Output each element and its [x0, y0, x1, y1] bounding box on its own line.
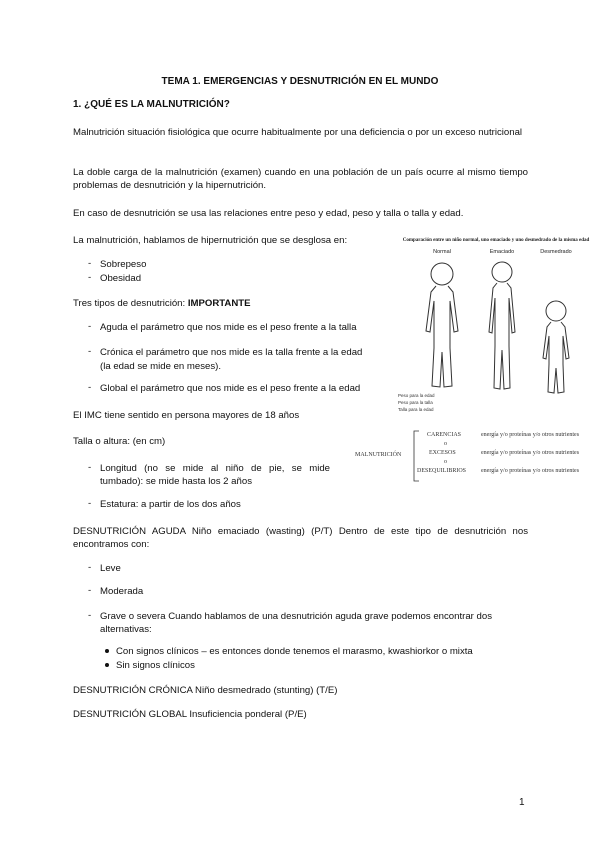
children-comparison-figure	[396, 236, 596, 414]
diagram-root-label: MALNUTRICIÓN	[355, 452, 402, 458]
paragraph-malnutricion: Malnutrición situación fisiológica que ocurre habitualmente por una deficiencia o por un exceso nutricional	[73, 127, 523, 138]
paragraph-desnutricion-global: DESNUTRICIÓN GLOBAL Insuficiencia ponderal (P/E)	[73, 709, 307, 720]
list-item-obesidad: Obesidad	[100, 273, 142, 284]
figure-col-emaciado: Emaciado	[489, 249, 515, 255]
list-dash: -	[88, 382, 92, 393]
list-dash: -	[88, 498, 92, 509]
list-item-moderada: Moderada	[100, 586, 144, 597]
diagram-desequilibrios: DESEQUILIBRIOS	[417, 468, 466, 474]
list-dash: -	[88, 585, 92, 596]
bullet-dot	[105, 649, 109, 653]
diagram-o: o	[444, 459, 447, 465]
figure-col-normal: Normal	[433, 249, 451, 255]
figure-col-desmedrado: Desmedrado	[540, 249, 572, 255]
tres-tipos-prefix: Tres tipos de desnutrición:	[73, 298, 188, 309]
list-item-leve: Leve	[100, 563, 121, 574]
figure-caption: Comparación entre un niño normal, uno emaciado y uno desmedrado de la misma edad	[402, 238, 590, 243]
longitud-line-1: Longitud (no se mide al niño de pie, se mide	[100, 463, 330, 474]
page-number: 1	[519, 797, 525, 808]
list-item-sobrepeso: Sobrepeso	[100, 259, 147, 270]
malnutricion-diagram	[355, 430, 595, 482]
section-heading: 1. ¿QUÉ ES LA MALNUTRICIÓN?	[73, 99, 230, 110]
paragraph-doble-carga: La doble carga de la malnutrición (examen) cuando en una población de un país ocurre al mismo tiempo problemas de desnutrición y la hipernutrición.	[73, 167, 528, 191]
list-dash: -	[88, 610, 92, 621]
longitud-line-2: tumbado): se mide hasta los 2 años	[100, 476, 252, 487]
list-dash: -	[88, 321, 92, 332]
paragraph-hipernutricion: La malnutrición, hablamos de hipernutrición que se desglosa en:	[73, 235, 348, 246]
grave-line-1: Grave o severa Cuando hablamos de una desnutrición aguda grave podemos encontrar dos	[100, 611, 492, 622]
diagram-description: energía y/o proteínas y/o otros nutrientes	[481, 450, 580, 456]
bullet-con-signos: Con signos clínicos – es entonces donde tenemos el marasmo, kwashiorkor o mixta	[116, 646, 473, 657]
tipo-cronica: Crónica el parámetro que nos mide es la talla frente a la edad	[100, 347, 363, 358]
child-emaciado-illustration	[489, 262, 515, 389]
bullet-dot	[105, 663, 109, 667]
bullet-sin-signos: Sin signos clínicos	[116, 660, 195, 671]
tipo-global: Global el parámetro que nos mide es el peso frente a la edad	[100, 383, 361, 394]
figure-row-label: Peso para la talla	[398, 400, 433, 405]
tres-tipos-heading	[73, 297, 251, 310]
grave-line-2: alternativas:	[100, 624, 152, 635]
list-dash: -	[88, 346, 92, 357]
diagram-brace	[412, 430, 420, 482]
list-dash: -	[88, 562, 92, 573]
estatura: Estatura: a partir de los dos años	[100, 499, 241, 510]
diagram-o: o	[444, 441, 447, 447]
list-dash: -	[88, 462, 92, 473]
list-dash: -	[88, 258, 92, 269]
figure-row-label: Peso para la edad	[398, 393, 435, 398]
diagram-excesos: EXCESOS	[429, 450, 456, 456]
paragraph-desnutricion-cronica: DESNUTRICIÓN CRÓNICA Niño desmedrado (stunting) (T/E)	[73, 685, 338, 696]
tipo-aguda: Aguda el parámetro que nos mide es el peso frente a la talla	[100, 322, 357, 333]
paragraph-relaciones: En caso de desnutrición se usa las relaciones entre peso y edad, peso y talla o talla y edad.	[73, 208, 464, 219]
tipo-cronica-cont: (la edad se mide en meses).	[100, 361, 222, 372]
figure-row-label: Talla para la edad	[398, 407, 434, 412]
paragraph-desnutricion-aguda: DESNUTRICIÓN AGUDA Niño emaciado (wasting) (P/T) Dentro de este tipo de desnutrición nos encontramos con:	[73, 526, 528, 550]
diagram-carencias: CARENCIAS	[427, 432, 462, 438]
child-normal-illustration	[426, 263, 458, 387]
paragraph-imc: El IMC tiene sentido en persona mayores de 18 años	[73, 410, 300, 421]
page-title: TEMA 1. EMERGENCIAS Y DESNUTRICIÓN EN EL MUNDO	[161, 76, 439, 87]
child-desmedrado-illustration	[543, 301, 569, 393]
diagram-description: energía y/o proteínas y/o otros nutrientes	[481, 468, 580, 474]
diagram-description: energía y/o proteínas y/o otros nutrientes	[481, 432, 580, 438]
importante-label: IMPORTANTE	[187, 298, 251, 309]
list-dash: -	[88, 272, 92, 283]
paragraph-talla: Talla o altura: (en cm)	[73, 436, 166, 447]
